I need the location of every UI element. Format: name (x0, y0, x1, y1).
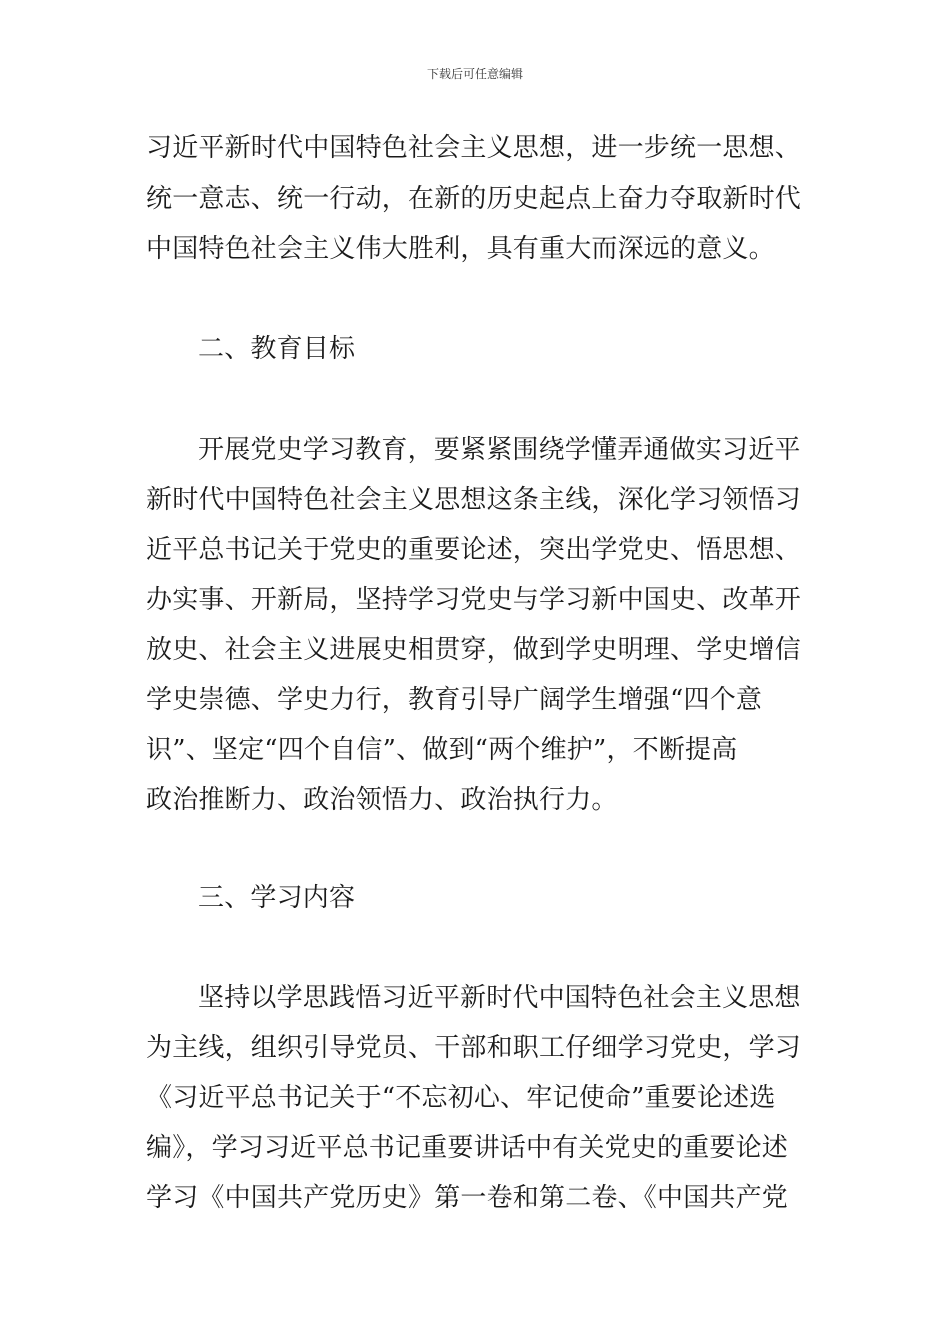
paragraph-line: 放史、社会主义进展史相贯穿，做到学史明理、学史增信 (146, 635, 802, 665)
paragraph-line: 《习近平总书记关于“不忘初心、牢记使命”重要论述选 (146, 1083, 776, 1113)
paragraph-line: 学史崇德、学史力行，教育引导广阔学生增强“四个意 (146, 685, 763, 715)
header-note: 下载后可任意编辑 (426, 67, 523, 81)
paragraph-line: 办实事、开新局，坚持学习党史与学习新中国史、改革开 (146, 585, 802, 615)
section-heading-objectives: 二、教育目标 (198, 334, 356, 364)
paragraph-line: 坚持以学思践悟习近平新时代中国特色社会主义思想 (198, 983, 801, 1013)
paragraph-line: 习近平新时代中国特色社会主义思想，进一步统一思想、 (146, 133, 802, 163)
paragraph-line: 政治推断力、政治领悟力、政治执行力。 (146, 785, 618, 815)
paragraph-line: 中国特色社会主义伟大胜利，具有重大而深远的意义。 (146, 234, 775, 264)
paragraph-line: 编》，学习习近平总书记重要讲话中有关党史的重要论述 (146, 1133, 789, 1163)
paragraph-line: 统一意志、统一行动，在新的历史起点上奋力夺取新时代 (146, 184, 802, 214)
paragraph-line: 为主线，组织引导党员、干部和职工仔细学习党史，学习 (146, 1033, 802, 1063)
paragraph-line: 新时代中国特色社会主义思想这条主线，深化学习领悟习 (146, 485, 802, 515)
paragraph-line: 近平总书记关于党史的重要论述，突出学党史、悟思想、 (146, 535, 802, 565)
paragraph-line: 开展党史学习教育，要紧紧围绕学懂弄通做实习近平 (198, 435, 801, 465)
paragraph-line: 学习《中国共产党历史》第一卷和第二卷、《中国共产党 (146, 1183, 789, 1213)
section-heading-content: 三、学习内容 (198, 883, 356, 913)
paragraph-line: 识”、坚定“四个自信”、做到“两个维护”，不断提高 (146, 735, 738, 765)
